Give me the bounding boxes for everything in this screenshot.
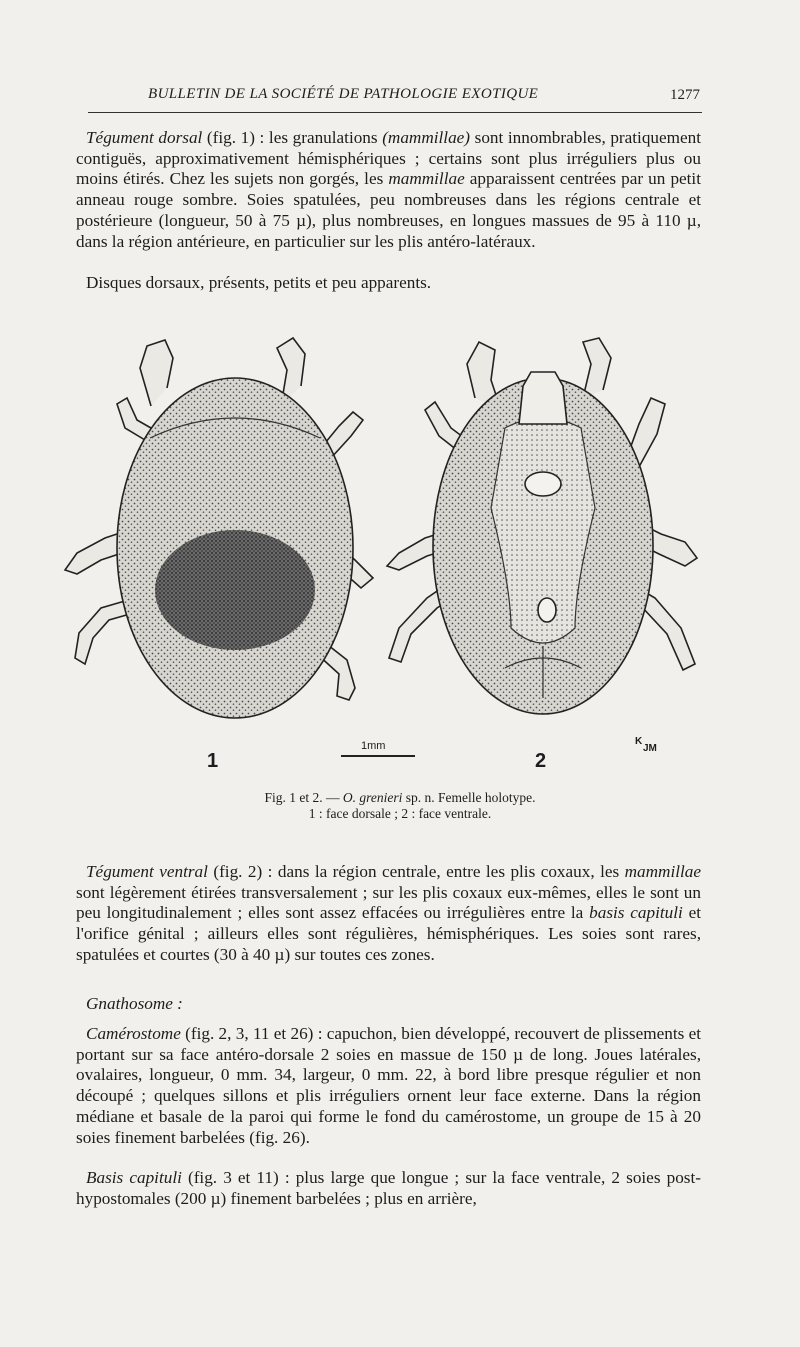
caption-text: sp. n. Femelle holotype. bbox=[402, 790, 536, 805]
paragraph-text: (fig. 2) : dans la région centrale, entre les plis coxaux, les bbox=[207, 862, 625, 881]
figure-tick-illustrations bbox=[55, 328, 735, 778]
illustrator-initials-jm: JM bbox=[643, 743, 657, 754]
journal-title: BULLETIN DE LA SOCIÉTÉ DE PATHOLOGIE EXOTIQUE bbox=[148, 86, 539, 102]
figure-number-1: 1 bbox=[207, 750, 219, 772]
paragraph-lead: Tégument dorsal bbox=[86, 128, 203, 147]
paragraph-lead: Camérostome bbox=[86, 1024, 181, 1043]
paragraph-ventral-tegument bbox=[76, 862, 701, 966]
ventral-view-drawing bbox=[387, 338, 697, 714]
figure-number-2: 2 bbox=[535, 750, 547, 772]
species-name: O. grenieri bbox=[342, 790, 403, 805]
italic-term: basis capituli bbox=[589, 903, 683, 923]
paragraph-lead: Basis capituli bbox=[86, 1168, 182, 1187]
paragraph-text: (fig. 1) : les granulations bbox=[202, 128, 383, 147]
paragraph-lead: Tégument ventral bbox=[86, 862, 208, 881]
italic-term: mammillae bbox=[388, 169, 465, 189]
paragraph-camerostome bbox=[76, 1024, 701, 1148]
paragraph-text: sont légèrement étirées transversalement ; sur les plis coxaux eux-mêmes, elles le sont un peu longitudinalement ; elles sont assez effacées ou irrégulières entre la bbox=[76, 882, 701, 923]
paragraph-basis-capituli bbox=[76, 1168, 701, 1209]
caption-line-1 bbox=[120, 790, 680, 806]
caption-text: Fig. 1 et 2. — bbox=[264, 790, 343, 805]
italic-term: mammillae bbox=[624, 862, 701, 881]
figure-caption bbox=[120, 790, 680, 822]
paragraph-text: et l'orifice génital ; ailleurs elles sont régulières, hémisphériques. Les soies sont rares, spatulées et courtes (30 à 40 µ) sur toutes ces zones. bbox=[76, 903, 702, 964]
section-heading: Gnathosome : bbox=[86, 994, 183, 1013]
paragraph-dorsal-discs: Disques dorsaux, présents, petits et peu apparents. bbox=[86, 273, 432, 292]
paragraph-text: (fig. 3 et 11) : plus large que longue ; sur la face ventrale, 2 soies post-hypostomales (200 µ) finement barbelées ; plus en arrière, bbox=[76, 1168, 701, 1208]
illustrator-initial-k: K bbox=[635, 736, 643, 747]
paragraph-text: (fig. 2, 3, 11 et 26) : capuchon, bien développé, recouvert de plissements et portant sur sa face antéro-dorsale 2 soies en massue de 150 µ de long. Joues latérales, ovalaires, longueur, 0 mm. 34, largeur, 0 mm. 22, à bord libre presque régulier et non découpé ; quelques sillons et plis irréguliers ornent leur face externe. Dans la région médiane et basale de la paroi qui forme le fond du camérostome, un groupe de 15 à 20 soies finement barbelées (fig. 26). bbox=[76, 1024, 701, 1147]
caption-line-2: 1 : face dorsale ; 2 : face ventrale. bbox=[308, 806, 492, 821]
page-number: 1277 bbox=[670, 87, 700, 103]
tick-drawings bbox=[55, 328, 735, 778]
paragraph-dorsal-tegument bbox=[76, 128, 701, 252]
italic-term: (mammillae) bbox=[382, 128, 471, 147]
heading-gnathosome bbox=[76, 994, 701, 1015]
paragraph-text: apparaissent centrées par un petit anneau rouge sombre. Soies spatulées, peu nombreuses dans les régions centrale et postérieure (longueur, 50 à 75 µ), plus nombreuses, en longues massues de 95 à 110 µ, dans la région antérieure, en particulier sur les plis antéro-latéraux. bbox=[76, 169, 701, 251]
dorsal-view-drawing bbox=[65, 338, 373, 718]
running-header bbox=[88, 86, 702, 113]
scale-bar-label: 1mm bbox=[361, 740, 386, 752]
paragraph-text: sont innombrables, pratiquement contiguës, approximativement hémisphériques ; certains sont plus irréguliers plus ou moins étirés. Chez les sujets non gorgés, les bbox=[76, 128, 702, 189]
